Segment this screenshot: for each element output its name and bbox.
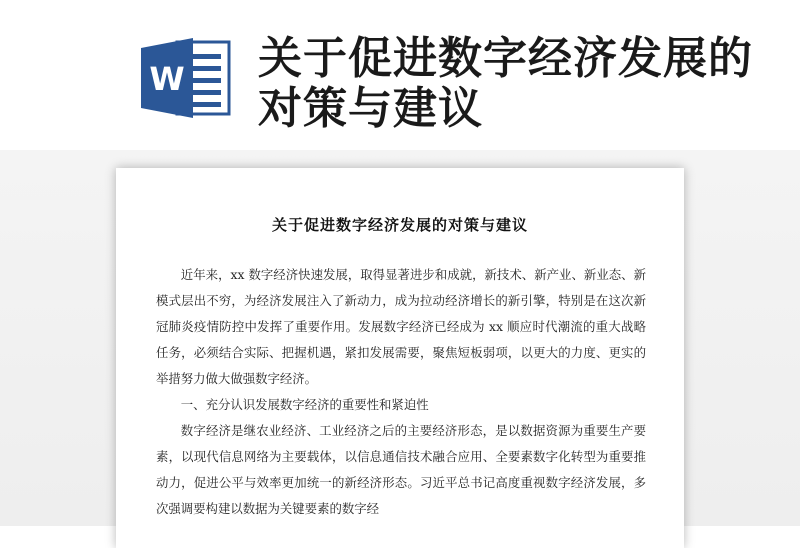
header-title: 关于促进数字经济发展的对策与建议	[258, 33, 753, 134]
document-body	[156, 262, 646, 522]
document-title: 关于促进数字经济发展的对策与建议	[271, 216, 528, 234]
word-document-icon	[137, 36, 233, 120]
paragraph-intro: 近年来，xx 数字经济快速发展，取得显著进步和成就，新技术、新产业、新业态、新模式层出不穷，为经济发展注入了新动力，成为拉动经济增长的新引擎，特别是在这次新冠肺炎疫情防控中发挥了重要作用。发展数字经济已经成为 xx 顺应时代潮流的重大战略任务，必须结合实际、把握机遇，紧扣发展需要，聚焦短板弱项，以更大的力度、更实的举措努力做大做强数字经济。	[156, 267, 646, 386]
section-heading: 一、充分认识发展数字经济的重要性和紧迫性	[180, 397, 429, 412]
paragraph-section-1: 数字经济是继农业经济、工业经济之后的主要经济形态，是以数据资源为重要生产要素，以现代信息网络为主要载体，以信息通信技术融合应用、全要素数字化转型为重要推动力，促进公平与效率更加统一的新经济形态。习近平总书记高度重视数字经济发展，多次强调要构建以数据为关键要素的数字经	[156, 423, 646, 516]
header-band	[0, 0, 800, 150]
document-page	[116, 168, 684, 548]
word-logo-letter: W	[149, 60, 185, 98]
